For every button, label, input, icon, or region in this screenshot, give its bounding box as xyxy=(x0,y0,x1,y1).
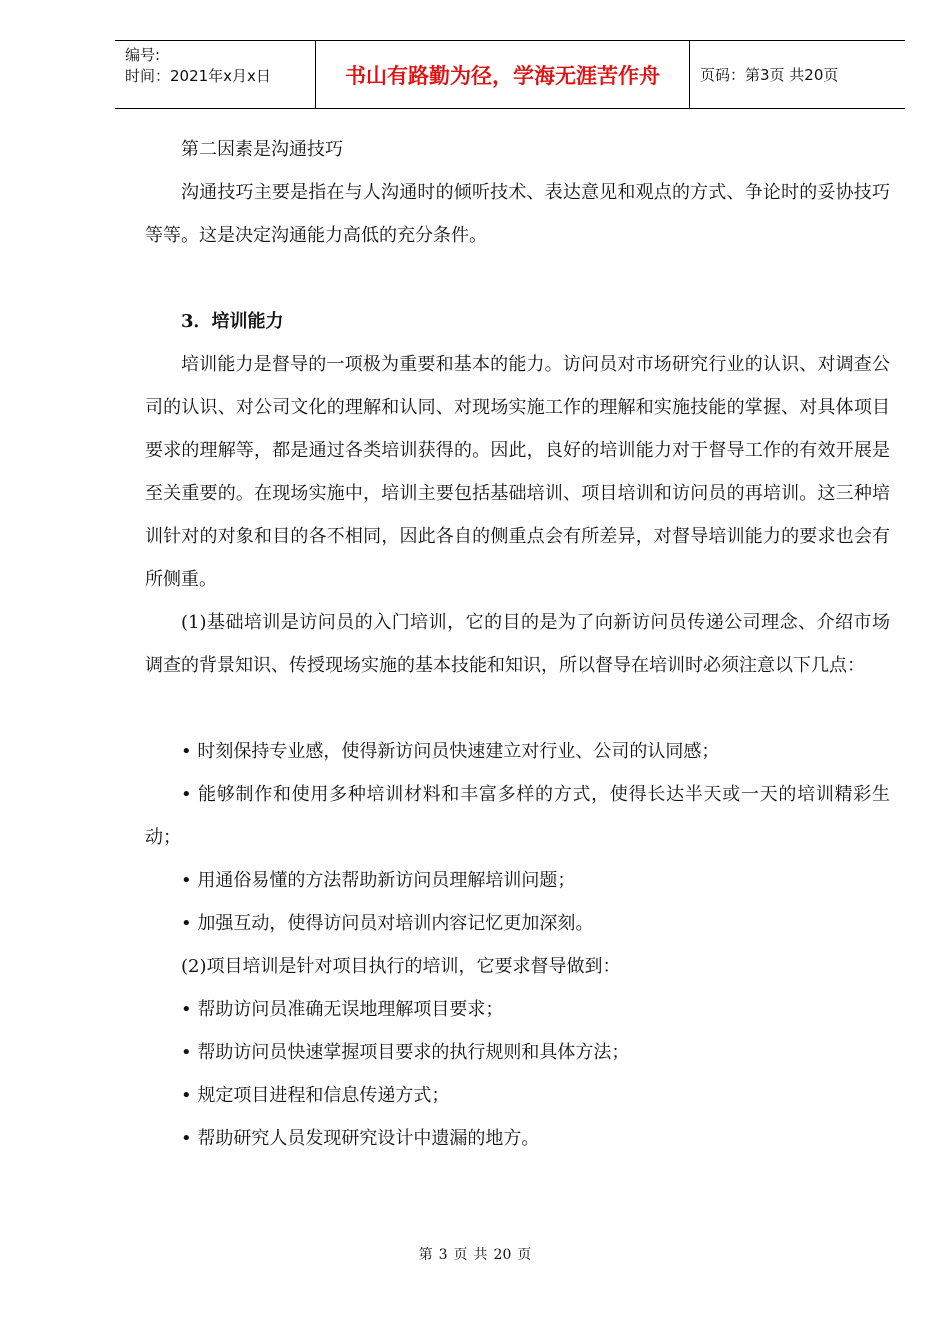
time-label: 时间：2021年x月x日 xyxy=(125,67,271,85)
paragraph: (1)基础培训是访问员的入门培训，它的目的是为了向新访问员传递公司理念、介绍市场调查的背景知识、传授现场实施的基本技能和知识，所以督导在培训时必须注意以下几点： xyxy=(145,612,890,676)
footer-mid: 页 xyxy=(453,1247,468,1263)
paragraph: (2)项目培训是针对项目执行的培训，它要求督导做到： xyxy=(181,956,621,977)
footer-total-prefix: 共 xyxy=(473,1247,488,1263)
list-item: • 规定项目进程和信息传递方式； xyxy=(181,1085,450,1106)
paragraph: 第二因素是沟通技巧 xyxy=(181,139,343,160)
header-meta-cell xyxy=(115,41,316,108)
section-heading: 3．培训能力 xyxy=(181,311,284,332)
list-item: • 能够制作和使用多种培训材料和丰富多样的方式，使得长达半天或一天的培训精彩生动； xyxy=(145,784,890,848)
paragraph: 培训能力是督导的一项极为重要和基本的能力。访问员对市场研究行业的认识、对调查公司的认识、对公司文化的理解和认同、对现场实施工作的理解和实施技能的掌握、对具体项目要求的理解等，都是通过各类培训获得的。因此，良好的培训能力对于督导工作的有效开展是至关重要的。在现场实施中，培训主要包括基础培训、项目培训和访问员的再培训。这三种培训针对的对象和目的各不相同，因此各自的侧重点会有所差异，对督导培训能力的要求也会有所侧重。 xyxy=(145,354,890,590)
paragraph: 沟通技巧主要是指在与人沟通时的倾听技术、表达意见和观点的方式、争论时的妥协技巧等等。这是决定沟通能力高低的充分条件。 xyxy=(145,182,890,246)
serial-label: 编号: xyxy=(125,46,161,64)
header-page-info: 页码：第3页 共20页 xyxy=(700,66,839,84)
list-item: • 用通俗易懂的方法帮助新访问员理解培训问题； xyxy=(181,870,576,891)
footer-page-current: 3 xyxy=(438,1247,448,1263)
page-footer xyxy=(0,1244,950,1264)
list-item: • 帮助访问员快速掌握项目要求的执行规则和具体方法； xyxy=(181,1042,630,1063)
footer-prefix: 第 xyxy=(418,1247,433,1263)
page-header xyxy=(115,40,905,109)
footer-suffix: 页 xyxy=(517,1247,532,1263)
list-item: • 帮助访问员准确无误地理解项目要求； xyxy=(181,999,504,1020)
list-item: • 时刻保持专业感，使得新访问员快速建立对行业、公司的认同感； xyxy=(181,741,720,762)
list-item: • 加强互动，使得访问员对培训内容记忆更加深刻。 xyxy=(181,913,594,934)
header-motto: 书山有路勤为径，学海无涯苦作舟 xyxy=(316,41,690,108)
list-item: • 帮助研究人员发现研究设计中遗漏的地方。 xyxy=(181,1128,540,1149)
footer-page-total: 20 xyxy=(493,1247,512,1263)
